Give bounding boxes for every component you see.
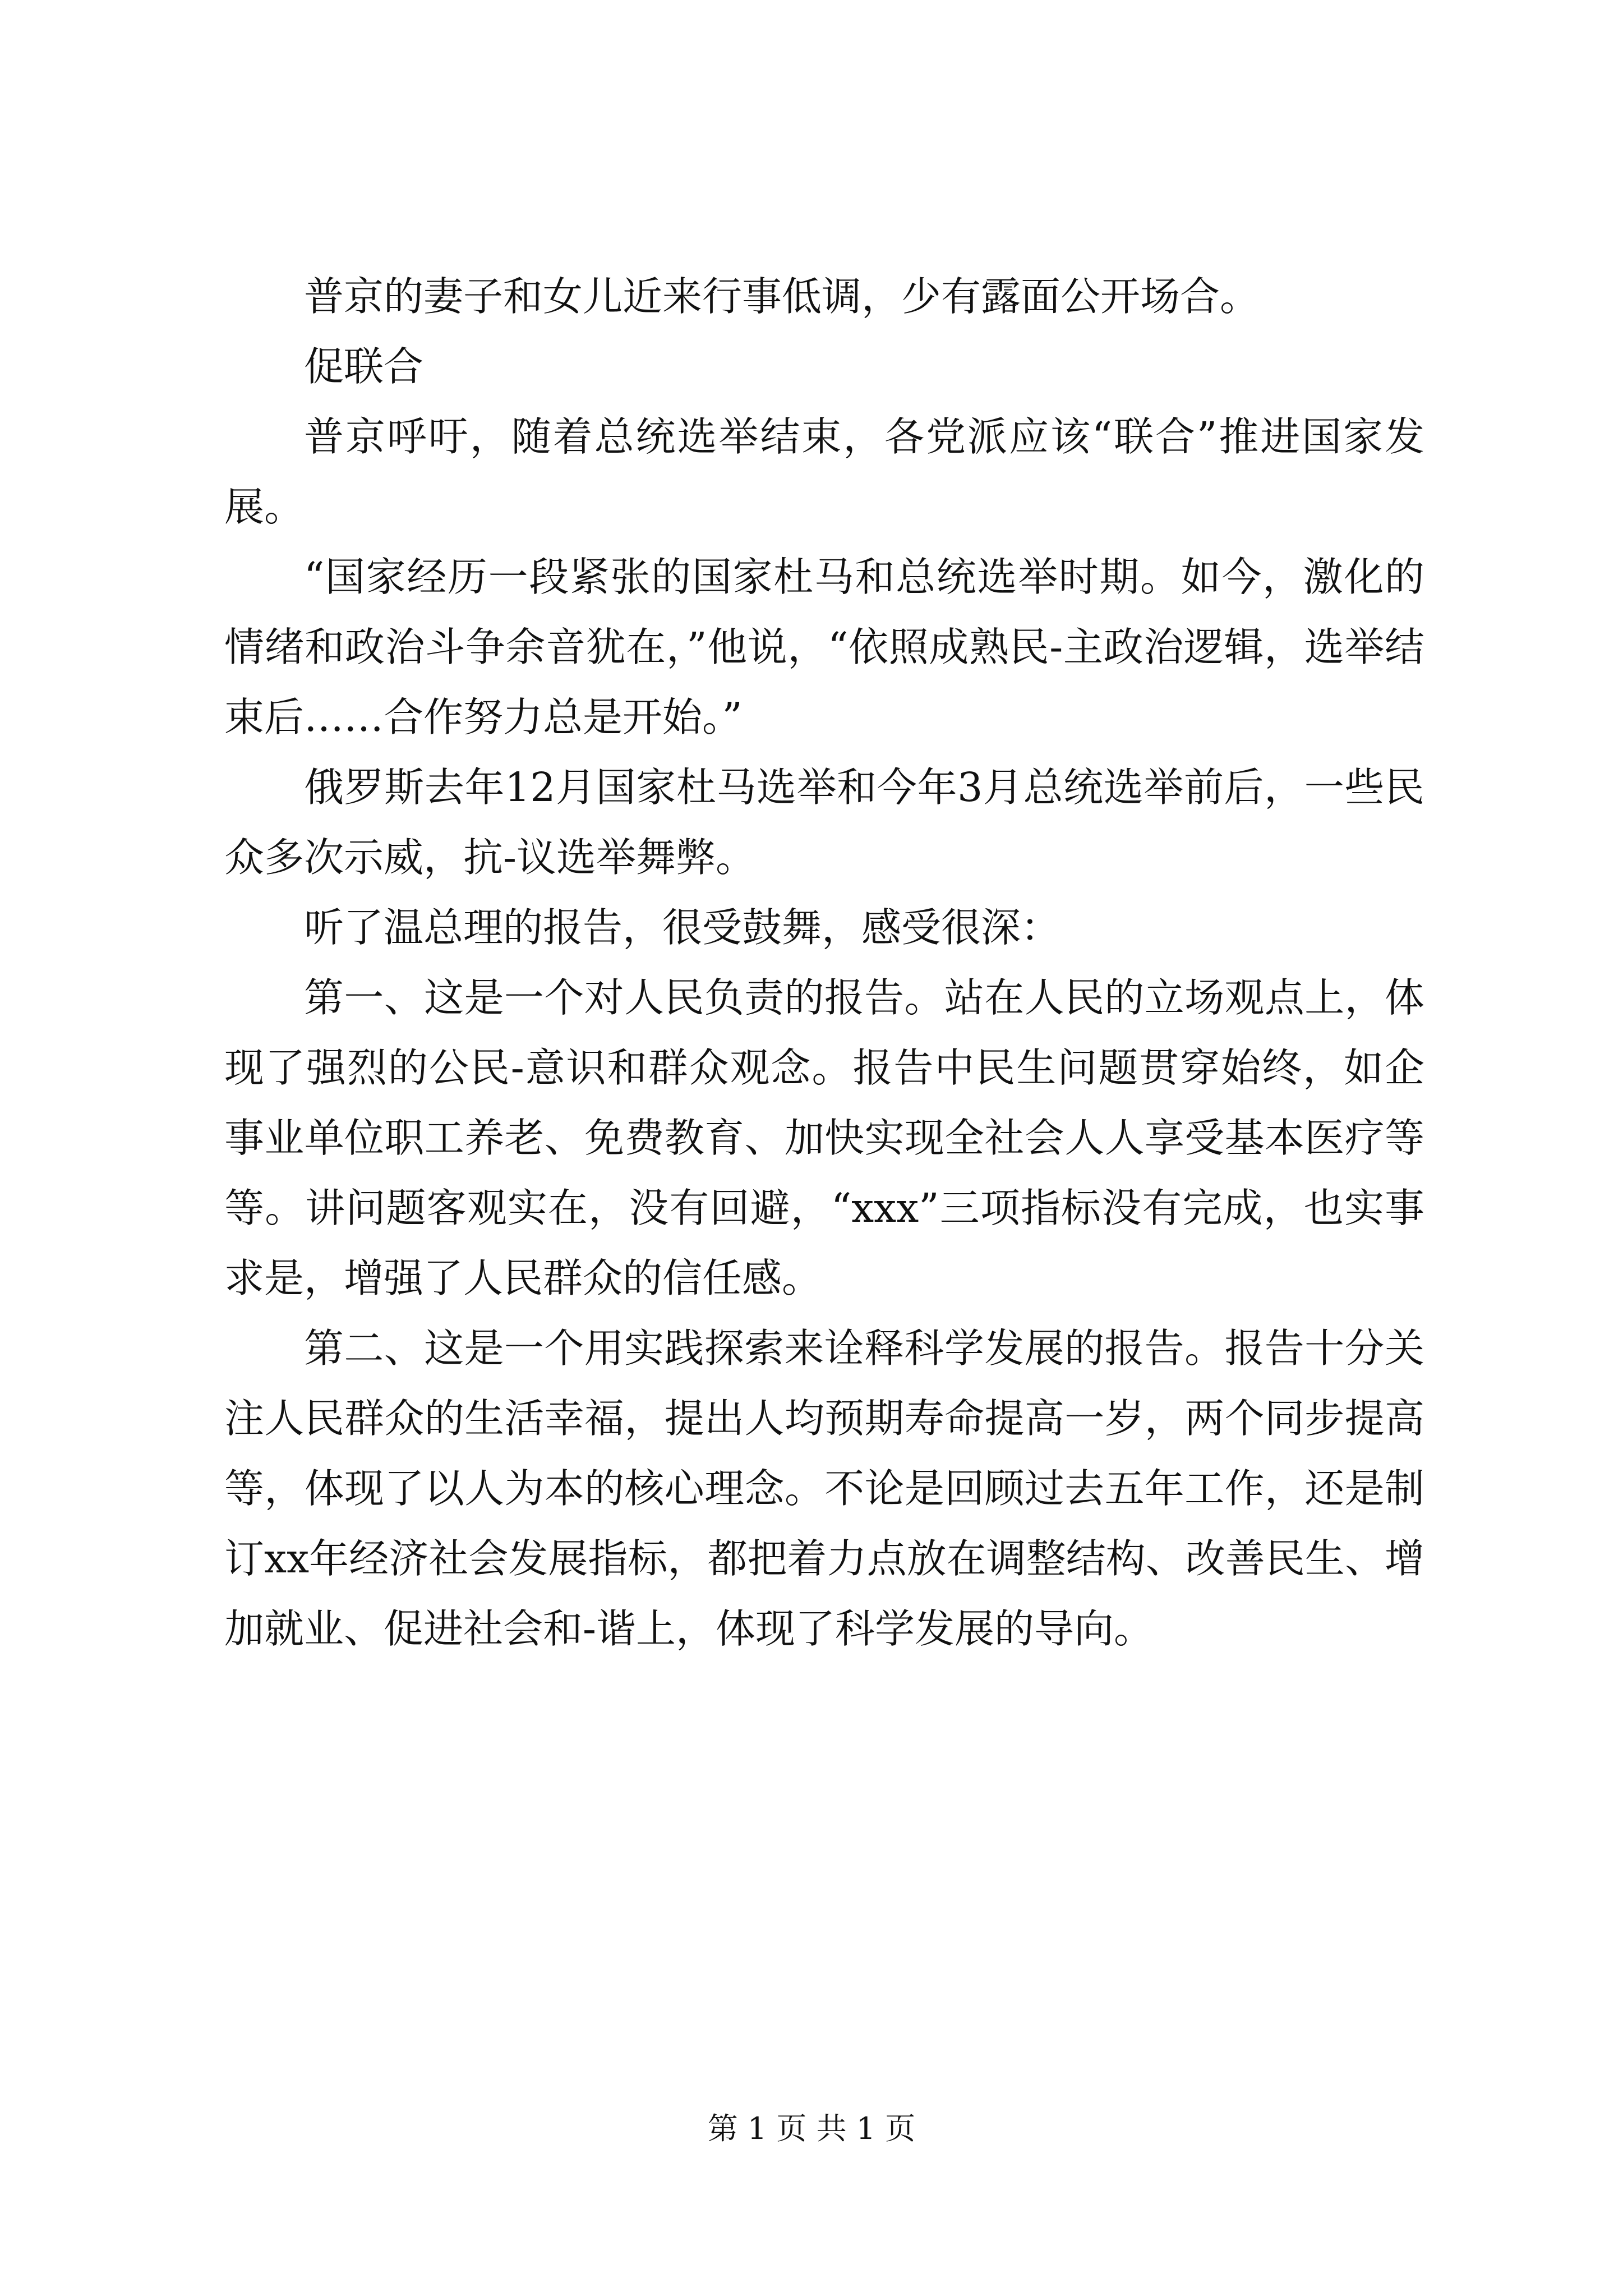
paragraph-7: 第一、这是一个对人民负责的报告。站在人民的立场观点上，体现了强烈的公民-意识和群众观念。报告中民生问题贯穿始终，如企事业单位职工养老、免费教育、加快实现全社会人人享受基本医疗等等。讲问题客观实在，没有回避，“xxx”三项指标没有完成，也实事求是，增强了人民群众的信任感。 [224,974,1424,1301]
paragraph-4-quote: “国家经历一段紧张的国家杜马和总统选举时期。如今，激化的情绪和政治斗争余音犹在，”他说，“依照成熟民-主政治逻辑，选举结束后……合作努力总是开始。” [224,554,1424,740]
page-footer: 第 1 页 共 1 页 [707,2111,916,2146]
paragraph-2-heading: 促联合 [304,343,424,390]
paragraph-1: 普京的妻子和女儿近来行事低调，少有露面公开场合。 [304,273,1260,320]
paragraph-5: 俄罗斯去年12月国家杜马选举和今年3月总统选举前后，一些民众多次示威，抗-议选举舞弊。 [224,764,1424,881]
paragraph-8: 第二、这是一个用实践探索来诠释科学发展的报告。报告十分关注人民群众的生活幸福，提出人均预期寿命提高一岁，两个同步提高等，体现了以人为本的核心理念。不论是回顾过去五年工作，还是制订xx年经济社会发展指标，都把着力点放在调整结构、改善民生、增加就业、促进社会和-谐上，体现了科学发展的导向。 [224,1325,1424,1652]
document-body [224,261,1424,1664]
paragraph-3: 普京呼吁，随着总统选举结束，各党派应该“联合”推进国家发展。 [224,413,1424,530]
paragraph-6: 听了温总理的报告，很受鼓舞，感受很深： [304,904,1061,951]
